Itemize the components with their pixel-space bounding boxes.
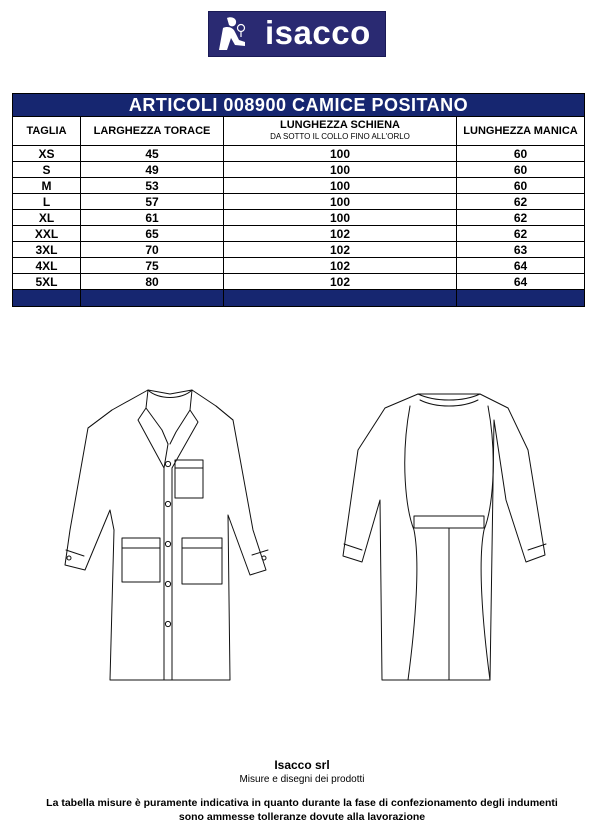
table-cell: 102 — [224, 226, 457, 242]
table-cell: 60 — [457, 146, 585, 162]
table-row — [13, 274, 585, 290]
column-header-label: TAGLIA — [26, 125, 67, 137]
column-header-label: LUNGHEZZA MANICA — [463, 125, 578, 137]
table-cell: 102 — [224, 258, 457, 274]
table-cell: 100 — [224, 194, 457, 210]
table-cell: 75 — [81, 258, 224, 274]
column-header — [13, 117, 81, 146]
table-cell: 100 — [224, 162, 457, 178]
table-cell: 62 — [457, 226, 585, 242]
table-cell: 4XL — [13, 258, 81, 274]
table-row — [13, 258, 585, 274]
table-cell: 102 — [224, 242, 457, 258]
table-footer-bar — [13, 290, 585, 307]
size-table — [12, 93, 585, 307]
lab-coat-front-drawing — [65, 390, 268, 680]
logo-wordmark: isacco — [265, 14, 371, 51]
table-cell: XS — [13, 146, 81, 162]
column-header — [224, 117, 457, 146]
disclaimer-line-2: sono ammesse tolleranze dovute alla lavorazione — [178, 811, 426, 823]
table-cell: 60 — [457, 178, 585, 194]
table-row — [13, 162, 585, 178]
table-cell: XL — [13, 210, 81, 226]
company-name: Isacco srl — [274, 758, 330, 772]
table-cell: 63 — [457, 242, 585, 258]
table-cell: 62 — [457, 194, 585, 210]
table-cell: 49 — [81, 162, 224, 178]
table-row — [13, 242, 585, 258]
table-cell: 3XL — [13, 242, 81, 258]
table-cell: L — [13, 194, 81, 210]
table-cell: 64 — [457, 258, 585, 274]
table-cell: 100 — [224, 178, 457, 194]
table-cell: 62 — [457, 210, 585, 226]
table-cell: 100 — [224, 210, 457, 226]
seated-figure-logo-icon — [213, 14, 253, 54]
table-cell: 65 — [81, 226, 224, 242]
table-row — [13, 146, 585, 162]
table-cell: 80 — [81, 274, 224, 290]
table-cell: 53 — [81, 178, 224, 194]
column-header-label: LARGHEZZA TORACE — [93, 125, 211, 137]
disclaimer-line-1: La tabella misure è puramente indicativa in quanto durante la fase di confezionamento degli indumenti — [46, 797, 558, 809]
table-cell: M — [13, 178, 81, 194]
garment-drawings — [40, 380, 565, 690]
lab-coat-back-drawing — [343, 394, 546, 680]
table-cell: 100 — [224, 146, 457, 162]
table-cell: 61 — [81, 210, 224, 226]
table-cell: 60 — [457, 162, 585, 178]
column-header — [81, 117, 224, 146]
table-cell: 70 — [81, 242, 224, 258]
table-cell: 45 — [81, 146, 224, 162]
column-header-label: LUNGHEZZA SCHIENA — [280, 119, 400, 131]
table-row — [13, 178, 585, 194]
table-header-row — [13, 117, 585, 146]
table-row — [13, 226, 585, 242]
table-row — [13, 194, 585, 210]
column-header — [457, 117, 585, 146]
table-cell: 102 — [224, 274, 457, 290]
isacco-logo — [208, 11, 386, 57]
table-row — [13, 210, 585, 226]
table-cell: XXL — [13, 226, 81, 242]
table-cell: 5XL — [13, 274, 81, 290]
table-cell: 64 — [457, 274, 585, 290]
table-cell: 57 — [81, 194, 224, 210]
column-header-sublabel: DA SOTTO IL COLLO FINO ALL'ORLO — [270, 132, 410, 141]
table-title: ARTICOLI 008900 CAMICE POSITANO — [13, 94, 585, 117]
footer-subtitle: Misure e disegni dei prodotti — [239, 774, 365, 785]
table-cell: S — [13, 162, 81, 178]
